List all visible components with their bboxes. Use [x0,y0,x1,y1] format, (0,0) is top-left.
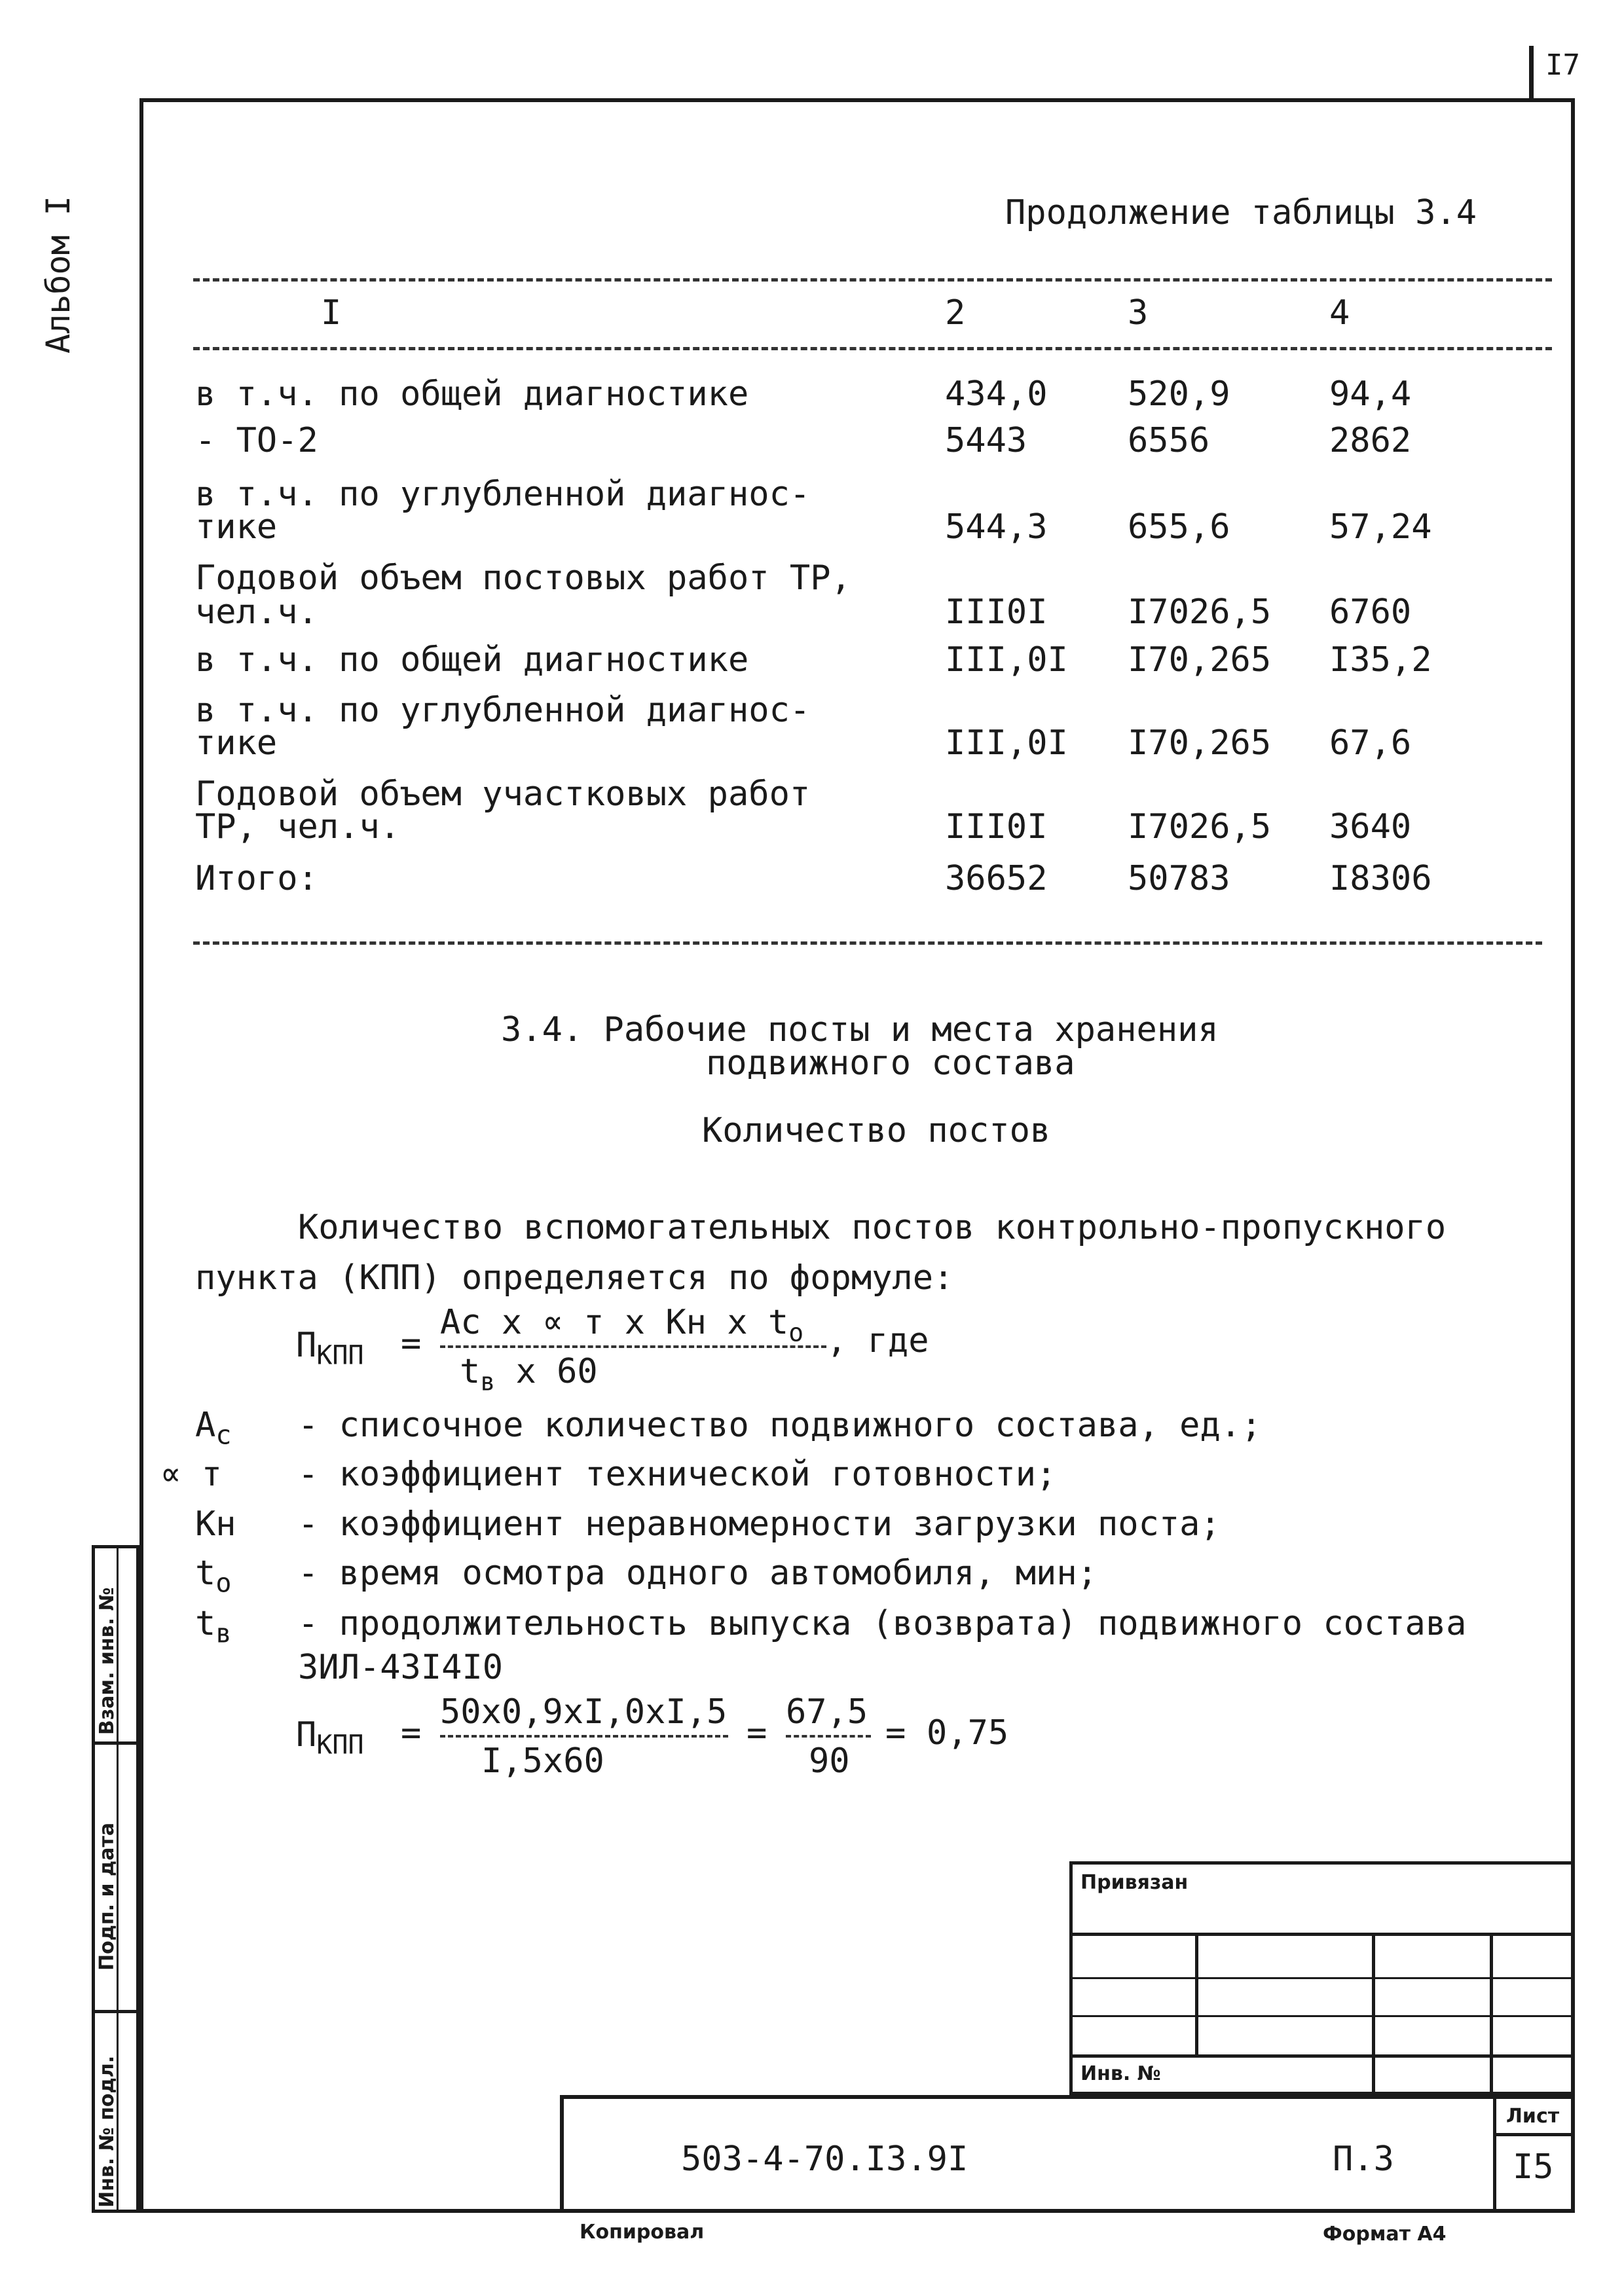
table-header-rule [193,347,1552,350]
table-continuation-title: Продолжение таблицы 3.4 [1005,193,1477,232]
definition-4-symbol [195,1554,231,1603]
document-part: П.3 [1333,2140,1394,2179]
table-row-1-c3: 520,9 [1128,374,1230,414]
section-subheading: Количество постов [702,1111,1051,1150]
table-row-total-c3: 50783 [1128,859,1230,898]
side-stamp-sign-date [96,1823,119,1971]
bound-row-line-4 [1069,2054,1575,2058]
definition-2-symbol: ∝ т [160,1455,222,1494]
formula2-lhs-subscript: КПП [316,1730,364,1760]
section-heading-line1: 3.4. Рабочие посты и места хранения [501,1010,1219,1049]
bound-col-line-2 [1372,1933,1375,2095]
bound-label: Привязан [1080,1871,1189,1894]
bound-row-line-3 [1069,2015,1575,2017]
formula1-denominator-sub: в [480,1367,496,1396]
formula1-fraction-bar [440,1345,826,1348]
album-label-text: Альбом I [39,196,77,354]
definition-1-symbol-sub: с [215,1420,232,1451]
table-row-total-c4: I8306 [1329,859,1432,898]
table-row-3-c3: 655,6 [1128,507,1230,547]
title-block-sheet-row [1493,2133,1575,2136]
sheet-label: Лист [1506,2105,1560,2128]
table-header-col1: I [321,293,342,333]
inv-no-label: Инв. № [1080,2062,1161,2085]
bound-col-line-1 [1195,1933,1198,2054]
table-row-1-label: в т.ч. по общей диагностике [195,374,749,414]
table-row-5-c2: III,0I [945,640,1068,680]
formula1-suffix: , где [826,1321,929,1360]
paragraph-line2: пункта (КПП) определяется по формуле: [195,1258,954,1298]
table-row-6-label: в т.ч. по углубленной диагнос- [195,691,811,730]
sheet-number: I5 [1513,2147,1554,2187]
table-row-5-c4: I35,2 [1329,640,1432,680]
definition-3-symbol: Кн [195,1504,236,1544]
formula1-numerator-sub: о [788,1318,804,1347]
bound-row-line-1 [1069,1933,1575,1936]
formula1-denominator-symbol: t [460,1352,481,1391]
table-row-total-c2: 36652 [945,859,1048,898]
formula2-equals-1: = [401,1713,422,1753]
side-stamp-divider-2 [92,2010,139,2013]
formula1-lhs-symbol: П [296,1326,317,1365]
table-row-3-c2: 544,3 [945,507,1048,547]
table-bottom-rule [193,941,1542,945]
table-row-3-label: в т.ч. по углубленной диагнос- [195,475,811,514]
table-row-6-label-cont: тике [195,723,278,763]
table-row-4-label: Годовой объем постовых работ ТР, [195,558,851,598]
formula2-lhs-symbol: П [296,1715,317,1755]
formula1-denominator-rest: х 60 [495,1352,598,1391]
side-stamp-inv-orig-text: Инв. № подл. [96,2055,119,2208]
definition-4-symbol-sub: о [215,1568,232,1599]
side-stamp-divider-1 [92,1741,139,1745]
table-row-5-c3: I70,265 [1128,640,1272,680]
formula2-denominator-2: 90 [809,1741,850,1781]
formula2-result: 0,75 [927,1713,1009,1753]
bound-row-line-2 [1069,1977,1575,1979]
table-header-col3: 3 [1128,293,1149,333]
side-stamp-sign-date-text: Подп. и дата [96,1822,119,1971]
table-row-2-c4: 2862 [1329,421,1412,460]
formula2-lhs [296,1715,364,1764]
definition-5-symbol-main: t [195,1604,216,1643]
table-row-4-label-cont: чел.ч. [195,592,318,632]
paragraph-line1: Количество вспомогательных постов контрольно-пропускного [298,1208,1447,1247]
table-row-7-c4: 3640 [1329,807,1412,847]
table-header-col4: 4 [1329,293,1350,333]
definition-3-text: - коэффициент неравномерности загрузки поста; [298,1504,1221,1544]
definition-1-symbol [195,1406,231,1455]
formula2-fraction-bar-1 [440,1735,728,1738]
sheet-corner-number: I7 [1545,48,1580,82]
table-row-7-label: Годовой объем участковых работ [195,774,811,814]
formula1-lhs-subscript: КПП [316,1340,364,1371]
formula2-equals-2: = [747,1713,767,1753]
formula1-denominator [460,1352,598,1401]
formula2-equals-3: = [885,1713,906,1753]
side-stamp-inv-replace [96,1587,119,1735]
section-heading-line2: подвижного состава [706,1044,1075,1083]
table-row-3-c4: 57,24 [1329,507,1432,547]
definition-5-symbol [195,1604,231,1653]
table-row-4-c2: III0I [945,592,1048,632]
table-row-1-c2: 434,0 [945,374,1048,414]
table-row-4-c4: 6760 [1329,592,1412,632]
corner-tab-line [1529,46,1534,102]
definition-2-text: - коэффициент технической готовности; [298,1455,1057,1494]
definition-5-text: - продолжительность выпуска (возврата) подвижного состава [298,1604,1467,1643]
table-row-7-label-cont: ТР, чел.ч. [195,807,401,847]
table-row-6-c4: 67,6 [1329,723,1412,763]
side-stamp-inv-replace-text: Взам. инв. № [96,1587,119,1735]
definition-1-text: - списочное количество подвижного состава, ед.; [298,1406,1262,1445]
copied-label: Копировал [580,2221,705,2244]
table-row-2-c2: 5443 [945,421,1027,460]
formula2-fraction-bar-2 [786,1735,871,1738]
album-label [39,92,77,354]
definition-5-continuation: ЗИЛ-43I4I0 [298,1648,504,1687]
definition-4-text: - время осмотра одного автомобиля, мин; [298,1554,1098,1593]
format-label: Формат А4 [1323,2223,1447,2246]
table-row-3-label-cont: тике [195,507,278,547]
table-row-2-label: - ТО-2 [195,421,318,460]
definition-5-symbol-sub: в [215,1618,232,1649]
document-code: 503-4-70.I3.9I [681,2140,969,2179]
table-header-col2: 2 [945,293,966,333]
table-row-7-c3: I7026,5 [1128,807,1272,847]
side-stamp-inv-orig [96,2056,119,2208]
table-top-rule [193,278,1552,282]
formula1-equals: = [401,1324,422,1363]
definition-1-symbol-main: А [195,1406,216,1445]
table-row-5-label: в т.ч. по общей диагностике [195,640,749,680]
table-row-1-c4: 94,4 [1329,374,1412,414]
table-row-4-c3: I7026,5 [1128,592,1272,632]
bound-col-line-3 [1490,1933,1493,2095]
table-row-6-c3: I70,265 [1128,723,1272,763]
formula2-numerator-2: 67,5 [786,1692,868,1732]
table-row-total-label: Итого: [195,859,318,898]
formula2-numerator-1: 50х0,9хI,0хI,5 [440,1692,728,1732]
title-block-sheet-divider [1493,2095,1496,2213]
formula1-lhs [296,1326,364,1375]
table-row-7-c2: III0I [945,807,1048,847]
table-row-6-c2: III,0I [945,723,1068,763]
formula2-denominator-1: I,5х60 [481,1741,604,1781]
definition-4-symbol-main: t [195,1554,216,1593]
table-row-2-c3: 6556 [1128,421,1210,460]
formula1-numerator-text: Ас х ∝ т х Кн х t [440,1303,789,1342]
